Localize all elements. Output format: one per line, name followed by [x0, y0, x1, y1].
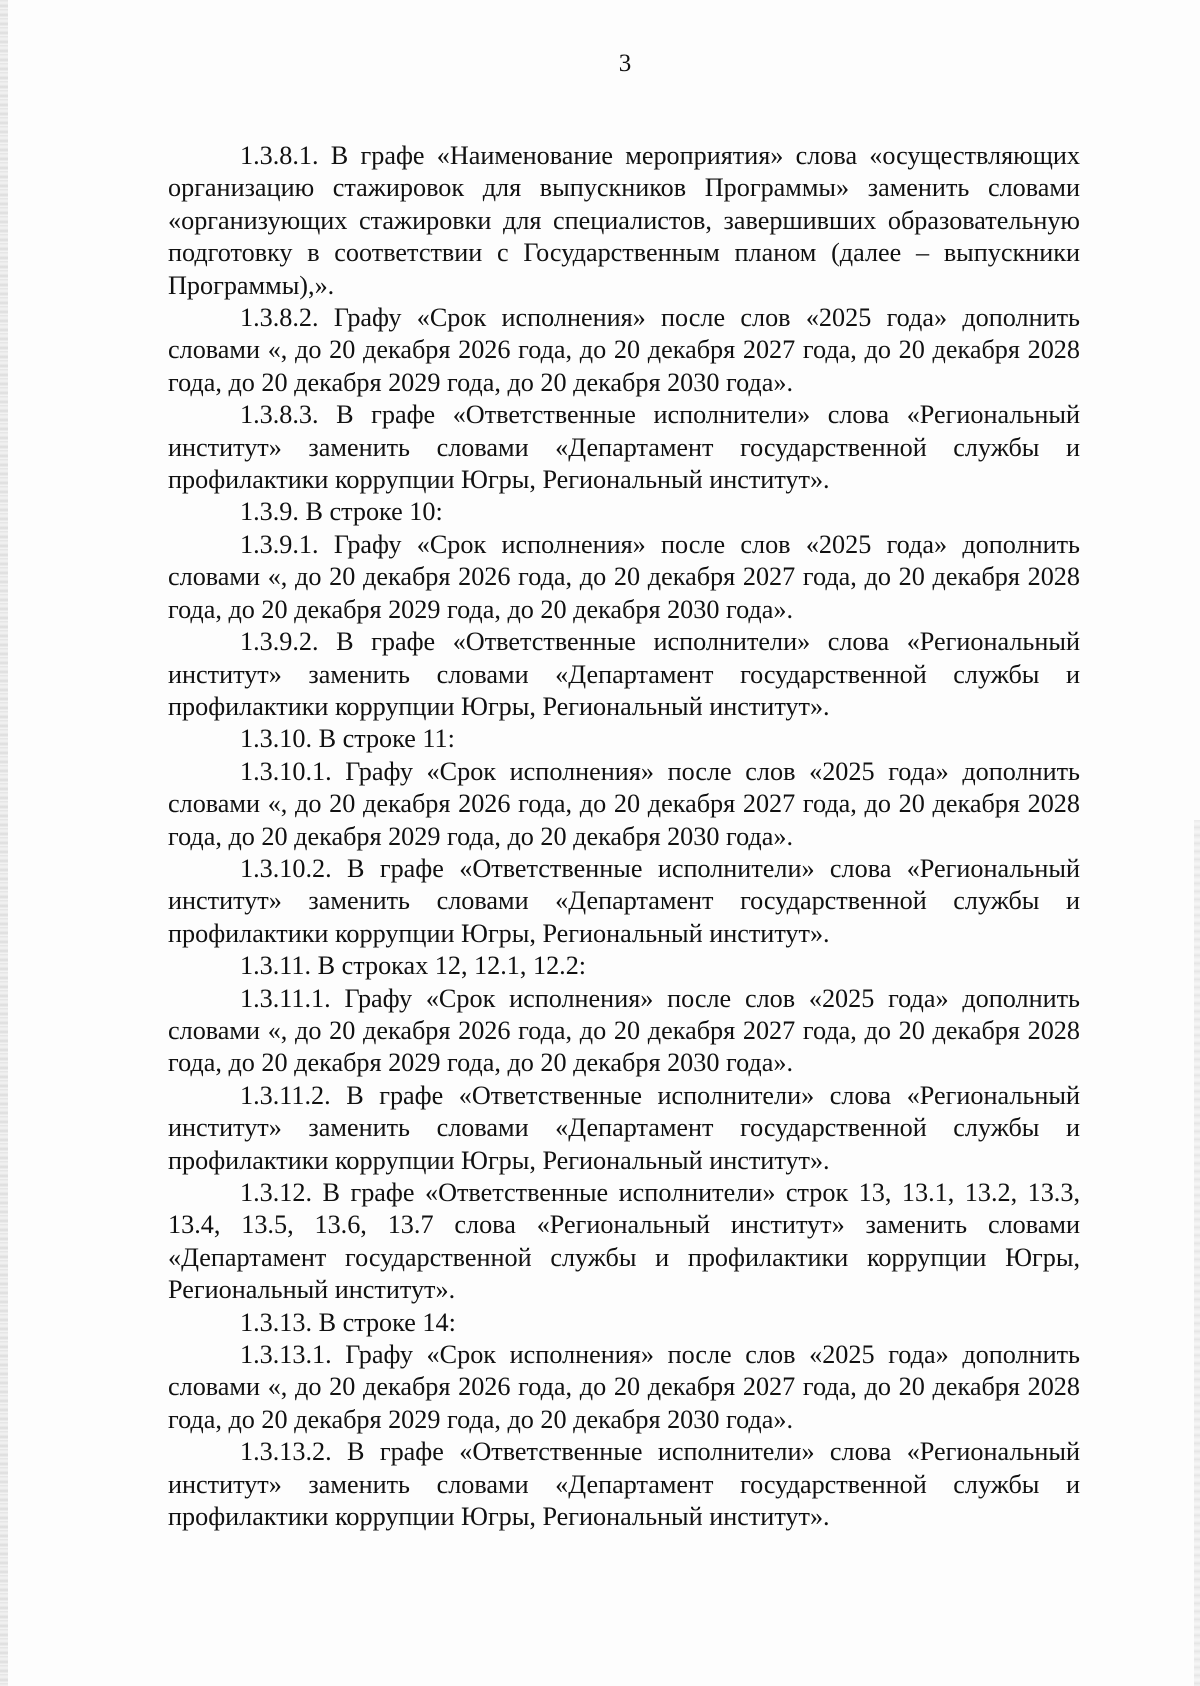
paragraph-1-3-10-2: 1.3.10.2. В графе «Ответственные исполнители» слова «Региональный институт» заменить словами «Департамент государственной службы и профилактики коррупции Югры, Региональный институт». [168, 853, 1080, 948]
paragraph-1-3-8-2: 1.3.8.2. Графу «Срок исполнения» после слов «2025 года» дополнить словами «, до 20 декабря 2026 года, до 20 декабря 2027 года, до 20 декабря 2028 года, до 20 декабря 2029 года, до 20 декабря 2030 года». [168, 303, 1080, 397]
paragraph-1-3-10: 1.3.10. В строке 11: [240, 724, 455, 754]
paragraph-1-3-11-2: 1.3.11.2. В графе «Ответственные исполнители» слова «Региональный институт» заменить словами «Департамент государственной службы и профилактики коррупции Югры, Региональный институт». [168, 1080, 1080, 1175]
paragraph-1-3-8-3: 1.3.8.3. В графе «Ответственные исполнители» слова «Региональный институт» заменить словами «Департамент государственной службы и профилактики коррупции Югры, Региональный институт». [168, 400, 1080, 495]
paragraph-1-3-9-2: 1.3.9.2. В графе «Ответственные исполнители» слова «Региональный институт» заменить словами «Департамент государственной службы и профилактики коррупции Югры, Региональный институт». [168, 627, 1080, 721]
paragraph-1-3-13-2: 1.3.13.2. В графе «Ответственные исполнители» слова «Региональный институт» заменить словами «Департамент государственной службы и профилактики коррупции Югры, Региональный институт». [168, 1437, 1080, 1532]
paragraph-1-3-11-1: 1.3.11.1. Графу «Срок исполнения» после слов «2025 года» дополнить словами «, до 20 декабря 2026 года, до 20 декабря 2027 года, до 20 декабря 2028 года, до 20 декабря 2029 года, до 20 декабря 2030 года». [168, 983, 1080, 1078]
paragraph-1-3-9-1: 1.3.9.1. Графу «Срок исполнения» после слов «2025 года» дополнить словами «, до 20 декабря 2026 года, до 20 декабря 2027 года, до 20 декабря 2028 года, до 20 декабря 2029 года, до 20 декабря 2030 года». [168, 529, 1080, 624]
scan-edge-left [0, 0, 8, 1686]
paragraph-1-3-12: 1.3.12. В графе «Ответственные исполнители» строк 13, 13.1, 13.2, 13.3, 13.4, 13.5, 13.6, 13.7 слова «Региональный институт» заменить словами «Департамент государственной службы и профилактики коррупции Югры, Региональный институт». [168, 1178, 1080, 1305]
paragraph-1-3-13-1: 1.3.13.1. Графу «Срок исполнения» после слов «2025 года» дополнить словами «, до 20 декабря 2026 года, до 20 декабря 2027 года, до 20 декабря 2028 года, до 20 декабря 2029 года, до 20 декабря 2030 года». [168, 1340, 1080, 1434]
paragraph-1-3-9: 1.3.9. В строке 10: [240, 497, 443, 527]
paragraph-1-3-11: 1.3.11. В строках 12, 12.1, 12.2: [240, 951, 587, 981]
scan-edge-right [1194, 820, 1200, 1686]
document-body [168, 140, 1080, 1533]
paragraph-1-3-13: 1.3.13. В строке 14: [240, 1307, 456, 1337]
paragraph-1-3-8-1: 1.3.8.1. В графе «Наименование мероприятия» слова «осуществляющих организацию стажировок для выпускников Программы» заменить словами «организующих стажировки для специалистов, завершивших образовательную подготовку в соответствии с Государственным планом (далее – выпускники Программы),». [168, 141, 1080, 300]
page-number: 3 [618, 50, 632, 77]
paragraph-1-3-10-1: 1.3.10.1. Графу «Срок исполнения» после слов «2025 года» дополнить словами «, до 20 декабря 2026 года, до 20 декабря 2027 года, до 20 декабря 2028 года, до 20 декабря 2029 года, до 20 декабря 2030 года». [168, 756, 1080, 851]
